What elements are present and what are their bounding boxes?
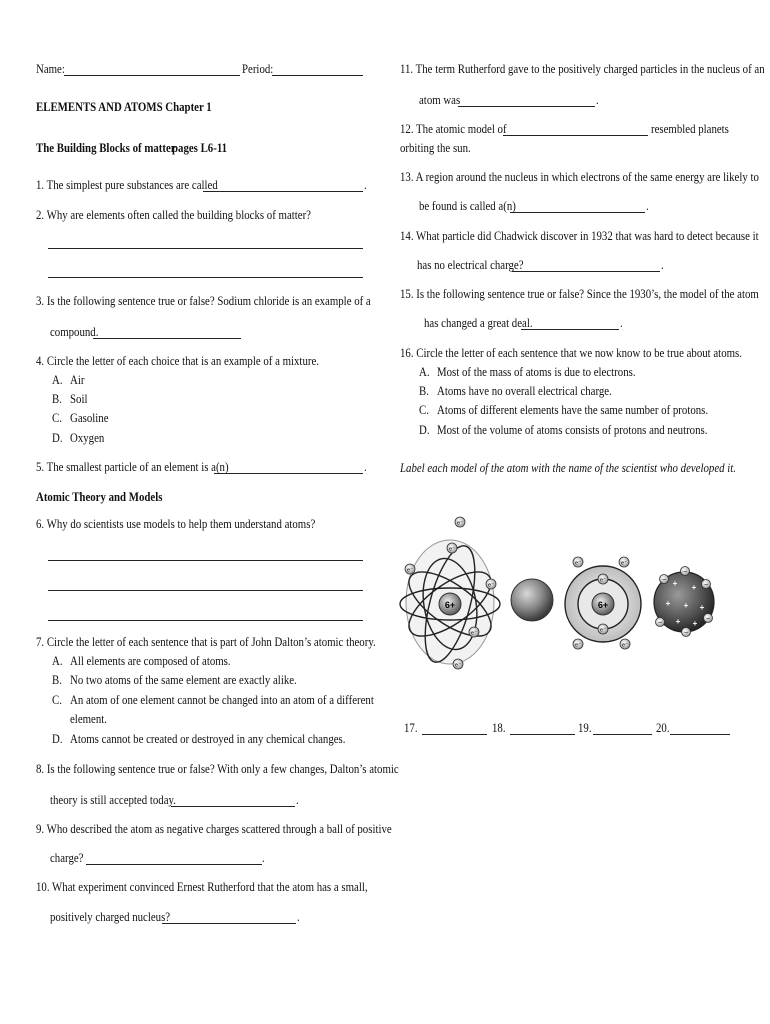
positive-charge: +	[692, 619, 698, 628]
q10-line2: positively charged nucleus?	[50, 910, 171, 924]
q2-text: 2. Why are elements often called the building blocks of matter?	[36, 208, 311, 222]
positive-charge: +	[699, 603, 705, 612]
q12-line1: 12. The atomic model of	[400, 122, 507, 136]
model-label-19: 19.	[578, 721, 592, 735]
q15-end: .	[620, 316, 623, 330]
positive-charge: +	[683, 601, 689, 610]
electron-label: e⁻	[622, 642, 628, 649]
negative-charge: −	[703, 581, 709, 589]
q2-answer-line-1[interactable]	[48, 248, 363, 249]
q11-line1: 11. The term Rutherford gave to the positively charged particles in the nucleus of an	[400, 62, 765, 76]
name-blank[interactable]	[64, 75, 240, 76]
q11-blank[interactable]	[458, 106, 595, 107]
q16-option-text: Most of the volume of atoms consists of protons and neutrons.	[437, 423, 708, 437]
label-instruction: Label each model of the atom with the name of the scientist who developed it.	[400, 461, 736, 475]
q4-text: 4. Circle the letter of each choice that is an example of a mixture.	[36, 354, 319, 368]
q15-line2: has changed a great deal.	[424, 316, 533, 330]
plum-pudding-model	[654, 567, 714, 637]
q5-end: .	[364, 460, 367, 474]
electron-label: e⁻	[600, 627, 606, 634]
electron	[453, 659, 463, 669]
q8-blank[interactable]	[171, 806, 295, 807]
orbital-atom-model	[399, 517, 501, 669]
q5-text: 5. The smallest particle of an element is a(n)	[36, 460, 229, 474]
q15-line1: 15. Is the following sentence true or false? Since the 1930’s, the model of the atom	[400, 287, 759, 301]
q14-line1: 14. What particle did Chadwick discover in 1932 that was hard to detect because it	[400, 229, 759, 243]
negative-charge: −	[705, 615, 711, 623]
model-blank-19[interactable]	[593, 734, 652, 735]
worksheet-title: ELEMENTS AND ATOMS Chapter 1	[36, 100, 212, 114]
section-pages: pages L6-11	[172, 141, 228, 155]
section-heading: Atomic Theory and Models	[36, 490, 163, 504]
q3-line2: compound.	[50, 325, 99, 339]
electron	[573, 557, 583, 567]
q11-end: .	[596, 93, 599, 107]
q16-option-letter: B.	[419, 384, 429, 398]
model-label-17: 17.	[404, 721, 418, 735]
negative-charge: −	[682, 568, 688, 576]
q16-option-letter: C.	[419, 403, 429, 417]
electron	[447, 543, 457, 553]
q4-option-letter: D.	[52, 431, 63, 445]
q7-option-letter: A.	[52, 654, 63, 668]
q7-option-text: An atom of one element cannot be changed into an atom of a different	[70, 693, 374, 707]
q10-blank[interactable]	[162, 923, 296, 924]
electron	[469, 627, 479, 637]
q4-option-letter: C.	[52, 411, 62, 425]
q9-line2: charge?	[50, 851, 84, 865]
electron-label: e⁻	[600, 577, 606, 584]
electron-label: e⁻	[488, 582, 494, 589]
q13-blank[interactable]	[510, 212, 645, 213]
q1-blank[interactable]	[203, 191, 363, 192]
electron-label: e⁻	[455, 662, 461, 669]
electron-label: e⁻	[575, 560, 581, 567]
q6-text: 6. Why do scientists use models to help them understand atoms?	[36, 517, 316, 531]
q7-option-letter: C.	[52, 693, 62, 707]
q4-option-letter: A.	[52, 373, 63, 387]
electron	[455, 517, 465, 527]
model-label-18: 18.	[492, 721, 506, 735]
electron	[681, 567, 690, 576]
positive-charge: +	[672, 579, 678, 588]
nucleus-label: 6+	[597, 600, 609, 610]
electron	[682, 628, 691, 637]
section-heading: The Building Blocks of matter	[36, 141, 176, 155]
electron	[598, 574, 608, 584]
electron-label: e⁻	[407, 567, 413, 574]
q3-blank[interactable]	[93, 338, 241, 339]
q9-line1: 9. Who described the atom as negative charges scattered through a ball of positive	[36, 822, 392, 836]
q5-blank[interactable]	[214, 473, 363, 474]
electron	[620, 639, 630, 649]
q6-answer-line-3[interactable]	[48, 620, 363, 621]
q8-line1: 8. Is the following sentence true or false? With only a few changes, Dalton’s atomic	[36, 762, 399, 776]
electron	[598, 624, 608, 634]
q7-option-letter: D.	[52, 732, 63, 746]
electron	[573, 639, 583, 649]
q16-option-text: Atoms have no overall electrical charge.	[437, 384, 612, 398]
q4-option-text: Air	[70, 373, 85, 387]
electron	[656, 618, 665, 627]
model-label-20: 20.	[656, 721, 670, 735]
q14-end: .	[661, 258, 664, 272]
q7-option-text: element.	[70, 712, 107, 726]
q10-line1: 10. What experiment convinced Ernest Rutherford that the atom has a small,	[36, 880, 368, 894]
q7-option-letter: B.	[52, 673, 62, 687]
q9-blank[interactable]	[86, 864, 262, 865]
q7-option-text: No two atoms of the same element are exactly alike.	[70, 673, 297, 687]
q16-option-text: Atoms of different elements have the same number of protons.	[437, 403, 709, 417]
q10-end: .	[297, 910, 300, 924]
q4-option-text: Gasoline	[70, 411, 109, 425]
electron-label: e⁻	[449, 546, 455, 553]
q12-line2: orbiting the sun.	[400, 141, 471, 155]
nucleus-label: 6+	[444, 600, 456, 610]
q1-end: .	[364, 178, 367, 192]
positive-charge: +	[691, 583, 697, 592]
electron	[702, 580, 711, 589]
q14-line2: has no electrical charge?	[417, 258, 524, 272]
q15-blank[interactable]	[521, 329, 619, 330]
electron	[660, 575, 669, 584]
negative-charge: −	[657, 619, 663, 627]
q13-line2: be found is called a(n)	[419, 199, 516, 213]
electron	[704, 614, 713, 623]
q4-option-text: Soil	[70, 392, 88, 406]
electron	[486, 579, 496, 589]
negative-charge: −	[683, 629, 689, 637]
electron-label: e⁻	[457, 520, 463, 527]
electron-label: e⁻	[575, 642, 581, 649]
q12-line1-end: resembled planets	[651, 122, 729, 136]
q7-option-text: Atoms cannot be created or destroyed in any chemical changes.	[70, 732, 346, 746]
q9-end: .	[262, 851, 265, 865]
q6-answer-line-1[interactable]	[48, 560, 363, 561]
model-blank-18[interactable]	[510, 734, 575, 735]
model-blank-17[interactable]	[422, 734, 487, 735]
q4-option-letter: B.	[52, 392, 62, 406]
q4-option-text: Oxygen	[70, 431, 105, 445]
q16-option-letter: D.	[419, 423, 430, 437]
q13-end: .	[646, 199, 649, 213]
q8-line2: theory is still accepted today.	[50, 793, 176, 807]
negative-charge: −	[661, 576, 667, 584]
q16-text: 16. Circle the letter of each sentence that we now know to be true about atoms.	[400, 346, 742, 360]
positive-charge: +	[675, 617, 681, 626]
model-blank-20[interactable]	[670, 734, 730, 735]
q8-end: .	[296, 793, 299, 807]
electron-label: e⁻	[621, 560, 627, 567]
q14-blank[interactable]	[512, 271, 660, 272]
q16-option-letter: A.	[419, 365, 430, 379]
q7-text: 7. Circle the letter of each sentence that is part of John Dalton’s atomic theory.	[36, 635, 376, 649]
q3-line1: 3. Is the following sentence true or false? Sodium chloride is an example of a	[36, 294, 371, 308]
q12-blank[interactable]	[503, 135, 648, 136]
q6-answer-line-2[interactable]	[48, 590, 363, 591]
q13-line1: 13. A region around the nucleus in which electrons of the same energy are likely to	[400, 170, 759, 184]
period-label: Period:	[242, 62, 274, 76]
period-blank[interactable]	[272, 75, 363, 76]
solid-sphere-model	[511, 579, 553, 621]
q1-text: 1. The simplest pure substances are called	[36, 178, 218, 192]
q2-answer-line-2[interactable]	[48, 277, 363, 278]
q16-option-text: Most of the mass of atoms is due to electrons.	[437, 365, 636, 379]
q7-option-text: All elements are composed of atoms.	[70, 654, 231, 668]
electron	[405, 564, 415, 574]
electron-label: e⁻	[471, 630, 477, 637]
shell-atom-model	[565, 557, 641, 649]
positive-charge: +	[665, 599, 671, 608]
name-label: Name:	[36, 62, 65, 76]
q11-line2: atom was	[419, 93, 461, 107]
atom-models-figure	[398, 514, 718, 694]
electron	[619, 557, 629, 567]
